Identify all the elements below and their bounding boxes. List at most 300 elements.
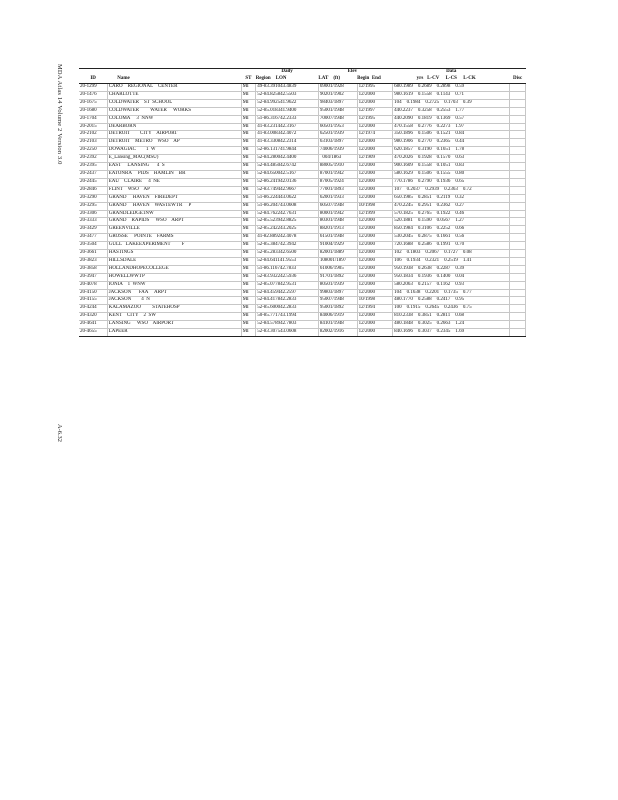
station-id-cell: 20-2437 [79,170,107,178]
disc-cell [510,210,526,218]
begin-end-cell: 12/2000 [357,226,393,234]
data-stats-cell: 620.1857 0.3190 0.1651 1.78 [393,147,510,155]
begin-end-cell: 12/2000 [357,123,393,131]
station-name-cell: LANSING WSO AIRPORT [107,321,241,329]
table-row [79,170,526,178]
data-stats-cell: 440.2090 0.1819 0.1369 0.57 [393,115,510,123]
begin-end-cell: 12/1995 [357,84,393,92]
table-row [79,99,526,107]
lat-elev-cell: 87005/1924 [318,178,357,186]
header-data: Data [393,69,510,77]
state-cell: MI [241,257,256,265]
table-row [79,234,526,242]
begin-end-cell: 12/2000 [357,178,393,186]
state-cell: MI [241,194,256,202]
station-id-cell: 20-2103 [79,139,107,147]
state-cell: MI [241,202,256,210]
table-row [79,123,526,131]
state-cell: MI [241,226,256,234]
table-row [79,250,526,258]
begin-end-cell: 12/2000 [357,273,393,281]
station-name-cell: CHARLOTTE [107,91,241,99]
table-row [79,186,526,194]
data-stats-cell: 850.1984 0.3106 0.2252 0.66 [393,226,510,234]
state-cell: MI [241,250,256,258]
data-stats-cell: 570.1825 0.2765 0.1922 0.46 [393,210,510,218]
station-name-cell: COLDWATER WATER WORKS [107,107,241,115]
station-name-cell: EAST LANSING 4 S [107,163,241,171]
region-lon-cell: 52-85.384742.3942 [256,242,319,250]
header-yrs: yrs [416,76,424,82]
begin-end-cell: 12/1999 [357,210,393,218]
begin-end-cell: 12/2000 [357,194,393,202]
disc-cell [510,265,526,273]
station-id-cell: 20-2015 [79,123,107,131]
region-lon-cell: 52-86.131741.9844 [256,147,319,155]
station-id-cell: 20-1680 [79,107,107,115]
side-page-number: A-6.32 [56,424,63,442]
table-row [79,265,526,273]
header-end: End [371,76,381,82]
lat-elev-cell: 82002/1916 [318,329,357,337]
data-stats-cell: 900.1609 0.1558 0.1051 0.83 [393,163,510,171]
station-name-cell: HOWELLWWTP [107,273,241,281]
state-cell: MI [241,178,256,186]
disc-cell [510,123,526,131]
station-id-cell: 20-2445 [79,178,107,186]
state-cell: MI [241,115,256,123]
disc-cell [510,115,526,123]
station-name-cell: GRAND RAPIDS WSO ARPT [107,218,241,226]
station-name-cell: KALAMAZOO STATEHOSP [107,305,241,313]
region-lon-cell: 51-86.204743.0608 [256,202,319,210]
data-stats-cell: 470.1558 0.2776 0.2273 1.97 [393,123,510,131]
disc-cell [510,139,526,147]
station-id-cell: 20-3947 [79,273,107,281]
begin-end-cell: 12/1995 [357,115,393,123]
header-region-lon [256,76,319,84]
station-name-cell: IONIA 1 WNW [107,281,241,289]
station-name-cell: HOLLANDHOPECOLLEGE [107,265,241,273]
region-lon-cell: 52-84.578942.7803 [256,321,319,329]
station-id-cell: 20-3290 [79,194,107,202]
header-lck: L-CK [463,76,476,82]
station-name-cell: HILLSDALE [107,257,241,265]
station-name-cell: EATONRA PIDS HAMLIN BR [107,170,241,178]
table-row [79,305,526,313]
table-row [79,313,526,321]
disc-cell [510,107,526,115]
station-name-cell: GULL LAKEEXPERIMENT F [107,242,241,250]
data-stats-cell: 520.1881 0.1590 0.0567 1.27 [393,218,510,226]
header-elev: Elev [318,69,357,77]
lat-elev-cell: 62501/1939 [318,131,357,139]
lat-elev-cell: 63103/1897 [318,139,357,147]
table-row [79,210,526,218]
table-row [79,329,526,337]
disc-cell [510,202,526,210]
table-row [79,321,526,329]
begin-end-cell: 12/2000 [357,91,393,99]
lat-elev-cell: 74006/1939 [318,147,357,155]
data-stats-cell: 470.2026 0.1928 0.1570 0.63 [393,155,510,163]
begin-end-cell: 12/2000 [357,163,393,171]
begin-end-cell: 12/2000 [357,289,393,297]
table-row [79,218,526,226]
station-id-cell: 20-1704 [79,115,107,123]
region-lon-cell: 52-84.459442.2597 [256,289,319,297]
region-lon-cell: 52-84.825842.5503 [256,91,319,99]
disc-cell [510,218,526,226]
data-stats-cell: 980.1906 0.2770 0.2365 0.44 [393,139,510,147]
region-lon-cell: 52-85.600042.2833 [256,305,319,313]
header-row-bottom [79,76,526,84]
station-id-cell: 20-3858 [79,265,107,273]
disc-cell [510,99,526,107]
disc-cell [510,234,526,242]
station-name-cell: GROSSE POINTE FARMS [107,234,241,242]
header-lon: LON [275,76,287,82]
data-stats-cell: 100 0.1915 0.2645 0.2436 0.75 [393,305,510,313]
lat-elev-cell: 61501/1948 [318,234,357,242]
table-row [79,202,526,210]
disc-cell [510,313,526,321]
station-name-cell: DETROIT METRO WSO AP [107,139,241,147]
data-stats-cell: 840.1696 0.3037 0.2345 1.69 [393,329,510,337]
table-row [79,297,526,305]
region-lon-cell: 51-86.224443.0622 [256,194,319,202]
lat-elev-cell: 84006/1919 [318,313,357,321]
station-id-cell: 20-1299 [79,84,107,92]
region-lon-cell: 52-84.417842.2833 [256,297,319,305]
lat-elev-cell: 80301/1948 [318,218,357,226]
data-stats-cell: 580.2063 0.2157 0.1162 0.93 [393,281,510,289]
region-lon-cell: 52-84.650042.5167 [256,170,319,178]
side-running-title: MDA Atlas 14 Volume 2 Version 3.0 [56,64,63,165]
state-cell: MI [241,91,256,99]
state-cell: MI [241,329,256,337]
begin-end-cell: 12/2000 [357,313,393,321]
data-stats-cell: 650.1985 0.2851 0.2119 0.32 [393,194,510,202]
disc-cell [510,305,526,313]
state-cell: MI [241,170,256,178]
lat-elev-cell: 70007/1948 [318,115,357,123]
region-lon-cell: 51-86.316742.2333 [256,115,319,123]
table-row [79,242,526,250]
table-row [79,163,526,171]
data-stats-cell: 102 0.1803 0.2067 0.1727 0.08 [393,250,510,258]
lat-elev-cell: 98403/1897 [318,99,357,107]
header-lat: LAT [318,76,329,82]
state-cell: MI [241,289,256,297]
station-name-cell: DOWAGIAC 1 W [107,147,241,155]
station-id-cell: 20-3429 [79,226,107,234]
station-name-cell: JACKSON 4 N [107,297,241,305]
header-row-top [79,69,526,77]
begin-end-cell: 12/2000 [357,139,393,147]
region-lon-cell: 52-85.077842.9531 [256,281,319,289]
begin-end-cell: 12/2000 [357,99,393,107]
state-cell: MI [241,321,256,329]
station-id-cell: 20-2102 [79,131,107,139]
lat-elev-cell: 99803/1897 [318,289,357,297]
begin-end-cell: 12/1909 [357,155,393,163]
table-row [79,289,526,297]
table-row [79,155,526,163]
disc-cell [510,91,526,99]
region-lon-cell: 41-83.008342.4072 [256,131,319,139]
station-id-cell: 20-4641 [79,321,107,329]
lat-elev-cell: 91701/1892 [318,273,357,281]
begin-end-cell: 12/2000 [357,186,393,194]
state-cell: MI [241,186,256,194]
station-name-cell: DETROIT CITY AIRPORT [107,131,241,139]
begin-end-cell: 12/2000 [357,281,393,289]
station-id-cell: 20-2250 [79,147,107,155]
station-table [79,68,526,337]
disc-cell [510,170,526,178]
table-row [79,257,526,265]
state-cell: MI [241,297,256,305]
disc-cell [510,329,526,337]
station-name-cell: GRAND HAVEN FIREDEPT [107,194,241,202]
station-id-cell: 20-4320 [79,313,107,321]
table-row [79,131,526,139]
header-st: ST [241,76,256,84]
header-begin-end [357,76,393,84]
state-cell: MI [241,99,256,107]
begin-end-cell: 10/1998 [357,202,393,210]
station-name-cell: GREENVILLE [107,226,241,234]
table-row [79,273,526,281]
region-lon-cell: 52-83.307543.0608 [256,329,319,337]
lat-elev-cell: 80001/1942 [318,210,357,218]
lat-elev-cell: 91004/1929 [318,242,357,250]
disc-cell [510,273,526,281]
state-cell: MI [241,163,256,171]
header-lcs: L-CS [445,76,457,82]
lat-elev-cell: 88201/1913 [318,226,357,234]
region-lon-cell: 52-83.749442.9667 [256,186,319,194]
station-id-cell: 20-3306 [79,210,107,218]
data-stats-cell: 480.1770 0.2588 0.2417 0.95 [393,297,510,305]
data-stats-cell: 104 0.1638 0.2201 0.1735 0.77 [393,289,510,297]
region-lon-cell: 52-85.523942.8825 [256,218,319,226]
state-cell: MI [241,155,256,163]
disc-cell [510,297,526,305]
state-cell: MI [241,273,256,281]
data-stats-cell: 350.1896 0.1506 0.1521 0.84 [393,131,510,139]
header-lcv: L-CV [427,76,440,82]
station-id-cell: 20-4155 [79,297,107,305]
region-lon-cell: 52-84.641141.9553 [256,257,319,265]
station-id-cell: 20-2395 [79,163,107,171]
data-stats-cell: 950.1834 0.1936 0.1400 0.04 [393,273,510,281]
table-row [79,281,526,289]
begin-end-cell: 10/1998 [357,297,393,305]
data-stats-cell: 680.1989 0.2689 0.2898 0.59 [393,84,510,92]
data-stats-cell: 107 0.2037 0.2939 0.2363 0.72 [393,186,510,194]
station-name-cell: GRAND HAVEN WASTEWTR P [107,202,241,210]
disc-cell [510,194,526,202]
table-row [79,84,526,92]
header-region: Region [255,76,271,82]
lat-elev-cell: 77001/1893 [318,186,357,194]
station-id-cell: 20-1675 [79,99,107,107]
begin-end-cell: 12/1997 [357,107,393,115]
begin-end-cell: 12/2000 [357,218,393,226]
header-id: ID [79,76,107,84]
disc-cell [510,257,526,265]
region-lon-cell: 52-85.283342.6500 [256,250,319,258]
region-lon-cell: 51-86.116742.7833 [256,265,319,273]
table-row [79,194,526,202]
station-id-cell: 20-3477 [79,234,107,242]
disc-cell [510,178,526,186]
lat-elev-cell: 60507/1948 [318,202,357,210]
station-id-cell: 20-4655 [79,329,107,337]
region-lon-cell: 41-82.889242.4078 [256,234,319,242]
station-name-cell: KENT CITY 2 SW [107,313,241,321]
begin-end-cell: 12/2000 [357,242,393,250]
table-row [79,107,526,115]
region-lon-cell: 52-84.485042.6742 [256,163,319,171]
station-id-cell: 20-4150 [79,289,107,297]
data-stats-cell: 720.1688 0.2586 0.1991 0.70 [393,242,510,250]
station-name-cell: GRANDLEDGE1NW [107,210,241,218]
station-name-cell: E_Lansing_MAC(MSU) [107,155,241,163]
disc-cell [510,289,526,297]
begin-end-cell: 12/2000 [357,265,393,273]
lat-elev-cell: 108001/1897 [318,257,357,265]
lat-elev-cell: 95001/1892 [318,305,357,313]
state-cell: MI [241,139,256,147]
header-lat-ft [318,76,357,84]
table-row [79,147,526,155]
data-stats-cell: 770.1786 0.2790 0.1936 0.65 [393,178,510,186]
header-disc: Disc [510,76,526,84]
data-stats-cell: 530.2045 0.2875 0.1661 0.56 [393,234,510,242]
lat-elev-cell: 80501/1939 [318,281,357,289]
header-daily: Daily [256,69,319,77]
table-row [79,115,526,123]
disc-cell [510,147,526,155]
station-id-cell: 20-3823 [79,257,107,265]
region-lon-cell: 41-83.231442.3167 [256,123,319,131]
lat-elev-cell: 87001/1942 [318,170,357,178]
region-lon-cell: 52-86.241942.0136 [256,178,319,186]
data-stats-cell: 106 0.1934 0.2321 0.2519 1.41 [393,257,510,265]
lat-elev-cell: 88005/1910 [318,163,357,171]
region-lon-cell: 52-84.992541.9622 [256,99,319,107]
begin-end-cell: 12/1974 [357,131,393,139]
region-lon-cell: 49-83.391043.4839 [256,84,319,92]
table-row [79,139,526,147]
state-cell: MI [241,305,256,313]
data-stats-cell: 980.1619 0.1558 0.1143 0.71 [393,91,510,99]
station-name-cell: HASTINGS [107,250,241,258]
region-lon-cell: 52-84.762242.7631 [256,210,319,218]
station-name-cell: JACKSON FAA ARPT [107,289,241,297]
state-cell: MI [241,218,256,226]
table-row [79,91,526,99]
station-id-cell: 20-4078 [79,281,107,289]
station-name-cell: EAU CLAIRE 4 NE [107,178,241,186]
begin-end-cell: 12/1994 [357,305,393,313]
disc-cell [510,131,526,139]
station-id-cell: 20-3333 [79,218,107,226]
begin-end-cell: 12/2000 [357,234,393,242]
data-stats-cell: 440.2237 0.3258 0.2553 1.77 [393,107,510,115]
state-cell: MI [241,107,256,115]
header-ft: (ft) [333,76,341,82]
station-id-cell: 20-2846 [79,186,107,194]
region-lon-cell: 50-85.771743.1994 [256,313,319,321]
state-cell: MI [241,84,256,92]
begin-end-cell: 12/2000 [357,170,393,178]
header-begin: Begin [357,76,370,82]
table-row [79,226,526,234]
disc-cell [510,226,526,234]
disc-cell [510,186,526,194]
state-cell: MI [241,234,256,242]
state-cell: MI [241,281,256,289]
station-id-cell: 20-2392 [79,155,107,163]
station-id-cell: 20-4244 [79,305,107,313]
station-id-cell: 20-3661 [79,250,107,258]
station-name-cell: CARO REGIONAL CENTER [107,84,241,92]
station-id-cell: 20-3295 [79,202,107,210]
data-stats-cell: 104 0.1984 0.2725 0.1703 0.39 [393,99,510,107]
region-lon-cell: 52-84.280042.4400 [256,155,319,163]
lat-elev-cell: 62001/1933 [318,194,357,202]
region-lon-cell: 52-85.018341.9400 [256,107,319,115]
table-row [79,178,526,186]
station-name-cell: COLOMA 3 NNW [107,115,241,123]
disc-cell [510,321,526,329]
region-lon-cell: 52-85.242243.2025 [256,226,319,234]
disc-cell [510,84,526,92]
lat-elev-cell: 90201/1902 [318,91,357,99]
state-cell: MI [241,131,256,139]
state-cell: MI [241,210,256,218]
station-name-cell: COLDWATER ST SCHOOL [107,99,241,107]
data-stats-cell: 480.1848 0.3025 0.2663 1.24 [393,321,510,329]
disc-cell [510,155,526,163]
lat-elev-cell: 82001/1889 [318,250,357,258]
header-stats [393,76,510,84]
lat-elev-cell: 95001/1948 [318,107,357,115]
region-lon-cell: 52-83.932242.5936 [256,273,319,281]
lat-elev-cell: 69001/1928 [318,84,357,92]
state-cell: MI [241,123,256,131]
begin-end-cell: 12/2000 [357,321,393,329]
begin-end-cell: 12/2000 [357,250,393,258]
station-id-cell: 20-3504 [79,242,107,250]
begin-end-cell: 12/2000 [357,257,393,265]
station-name-cell: DEARBORN [107,123,241,131]
state-cell: MI [241,313,256,321]
lat-elev-cell: 95007/1948 [318,297,357,305]
station-id-cell: 20-1476 [79,91,107,99]
data-stats-cell: 950.1938 0.2638 0.2287 0.39 [393,265,510,273]
disc-cell [510,242,526,250]
state-cell: MI [241,242,256,250]
state-cell: MI [241,265,256,273]
data-stats-cell: 810.2338 0.3851 0.2811 0.68 [393,313,510,321]
station-name-cell: FLINT WSO AP [107,186,241,194]
state-cell: MI [241,147,256,155]
